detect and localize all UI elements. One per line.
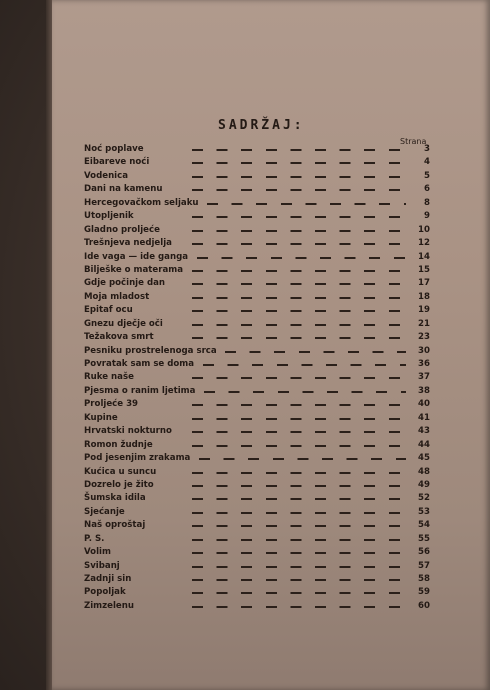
toc-leader-dashes	[192, 418, 406, 420]
toc-leader-dashes	[192, 404, 406, 406]
toc-entry	[84, 546, 430, 559]
toc-leader-dashes	[192, 162, 406, 164]
toc-entry	[84, 156, 430, 169]
toc-leader-dashes	[192, 566, 406, 568]
toc-entry	[84, 385, 430, 398]
toc-leader-dashes	[203, 364, 406, 366]
toc-entry-title: Proljeće 39	[84, 398, 138, 411]
toc-leader-dashes	[192, 377, 406, 379]
toc-entry	[84, 291, 430, 304]
toc-entry-page-number: 9	[424, 211, 430, 222]
toc-entry-title: Trešnjeva nedjelja	[84, 237, 172, 250]
toc-entry	[84, 197, 430, 210]
toc-entry-page-number: 58	[418, 574, 430, 584]
toc-entry-page-number: 54	[418, 520, 430, 531]
toc-entry-title: Dozrelo je žito	[84, 479, 154, 492]
toc-entry-title: Popoljak	[84, 586, 126, 599]
toc-list	[84, 143, 430, 613]
toc-leader-dashes	[192, 579, 406, 581]
toc-entry-title: Pesniku prostrelenoga srca	[84, 345, 217, 358]
toc-entry-page-number: 4	[424, 157, 430, 168]
toc-entry-page-number: 52	[418, 493, 430, 504]
toc-leader-dashes	[199, 458, 406, 460]
toc-entry-title: Romon žudnje	[84, 439, 153, 452]
toc-entry	[84, 479, 430, 492]
toc-entry-page-number: 3	[424, 144, 430, 154]
toc-entry-title: Zimzelenu	[84, 600, 134, 613]
toc-leader-dashes	[225, 351, 406, 353]
toc-leader-dashes	[192, 445, 406, 447]
toc-entry-title: Ruke naše	[84, 371, 134, 384]
toc-entry	[84, 600, 430, 613]
toc-entry-title: Hercegovačkom seljaku	[84, 197, 199, 210]
toc-entry-page-number: 57	[418, 560, 430, 571]
toc-entry-title: Bilješke o materama	[84, 264, 183, 277]
toc-entry	[84, 170, 430, 183]
toc-entry	[84, 183, 430, 196]
toc-entry	[84, 371, 430, 384]
toc-leader-dashes	[192, 606, 406, 608]
toc-entry-title: Ide vaga — ide ganga	[84, 251, 188, 264]
toc-leader-dashes	[192, 431, 406, 433]
toc-entry-page-number: 55	[418, 533, 430, 544]
toc-leader-dashes	[192, 337, 406, 339]
toc-leader-dashes	[197, 257, 406, 259]
toc-leader-dashes	[204, 391, 406, 393]
toc-entry	[84, 412, 430, 425]
toc-entry-title: Utopljenik	[84, 210, 134, 223]
page-column-label: Strana	[400, 137, 427, 146]
toc-entry	[84, 398, 430, 411]
toc-entry-page-number: 40	[418, 399, 430, 410]
toc-entry-title: Težakova smrt	[84, 331, 154, 344]
toc-entry-page-number: 36	[418, 359, 430, 369]
toc-entry-title: Sjećanje	[84, 506, 125, 519]
toc-entry-page-number: 8	[424, 197, 430, 208]
toc-leader-dashes	[207, 203, 406, 205]
toc-entry-page-number: 12	[418, 238, 430, 249]
toc-entry-page-number: 15	[418, 264, 430, 275]
toc-entry-title: P. S.	[84, 533, 104, 546]
toc-entry-page-number: 30	[418, 345, 430, 356]
toc-entry	[84, 358, 430, 371]
toc-entry-page-number: 56	[418, 547, 430, 558]
toc-entry-page-number: 41	[418, 412, 430, 423]
toc-leader-dashes	[192, 592, 406, 594]
toc-entry-page-number: 59	[418, 587, 430, 598]
toc-entry	[84, 519, 430, 532]
toc-leader-dashes	[192, 310, 406, 312]
toc-entry-page-number: 60	[418, 600, 430, 611]
toc-entry-page-number: 14	[418, 251, 430, 262]
toc-entry	[84, 318, 430, 331]
toc-entry-title: Vodenica	[84, 170, 128, 183]
toc-entry-page-number: 44	[418, 439, 430, 450]
toc-entry-title: Kućica u suncu	[84, 466, 156, 479]
toc-entry-title: Šumska idila	[84, 492, 146, 505]
toc-entry-title: Kupine	[84, 412, 118, 425]
toc-entry	[84, 506, 430, 519]
toc-entry	[84, 492, 430, 505]
toc-entry	[84, 331, 430, 344]
toc-leader-dashes	[192, 189, 406, 191]
toc-entry-page-number: 10	[418, 224, 430, 235]
toc-entry	[84, 439, 430, 452]
toc-entry	[84, 251, 430, 264]
toc-heading: SADRŽAJ:	[218, 118, 305, 133]
toc-entry-title: Moja mladost	[84, 291, 149, 304]
toc-entry	[84, 277, 430, 290]
toc-entry-title: Hrvatski nokturno	[84, 425, 172, 438]
toc-leader-dashes	[192, 270, 406, 272]
toc-entry-page-number: 5	[424, 170, 430, 181]
toc-leader-dashes	[192, 525, 406, 527]
toc-entry	[84, 425, 430, 438]
toc-entry	[84, 210, 430, 223]
toc-entry	[84, 573, 430, 586]
toc-entry-title: Volim	[84, 546, 111, 559]
toc-entry-page-number: 17	[418, 278, 430, 289]
toc-entry-title: Naš oproštaj	[84, 519, 145, 532]
toc-entry-title: Pod jesenjim zrakama	[84, 452, 190, 465]
toc-entry	[84, 586, 430, 599]
toc-entry-page-number: 38	[418, 385, 430, 396]
toc-entry-page-number: 19	[418, 305, 430, 316]
toc-entry	[84, 304, 430, 317]
toc-entry-title: Zadnji sin	[84, 573, 131, 586]
toc-entry-page-number: 48	[418, 466, 430, 477]
toc-entry	[84, 452, 430, 465]
toc-entry	[84, 224, 430, 237]
toc-entry	[84, 560, 430, 573]
toc-leader-dashes	[192, 498, 406, 500]
toc-entry-title: Dani na kamenu	[84, 183, 162, 196]
toc-entry-page-number: 6	[424, 184, 430, 195]
toc-leader-dashes	[192, 283, 406, 285]
toc-entry	[84, 237, 430, 250]
toc-leader-dashes	[192, 472, 406, 474]
toc-entry	[84, 466, 430, 479]
toc-entry-title: Gladno proljeće	[84, 224, 160, 237]
toc-entry	[84, 345, 430, 358]
toc-leader-dashes	[192, 216, 406, 218]
toc-leader-dashes	[192, 512, 406, 514]
toc-entry-page-number: 45	[418, 453, 430, 464]
toc-entry-page-number: 21	[418, 318, 430, 329]
toc-leader-dashes	[192, 539, 406, 541]
toc-entry-title: Svibanj	[84, 560, 120, 573]
toc-entry-title: Epitaf ocu	[84, 304, 133, 317]
toc-entry-page-number: 37	[418, 372, 430, 383]
toc-leader-dashes	[192, 297, 406, 299]
toc-leader-dashes	[192, 149, 406, 151]
toc-entry-page-number: 49	[418, 479, 430, 490]
toc-entry-page-number: 23	[418, 332, 430, 343]
toc-entry-title: Pjesma o ranim ljetima	[84, 385, 195, 398]
toc-entry-title: Gnezu dječje oči	[84, 318, 163, 331]
toc-entry	[84, 143, 430, 156]
toc-entry	[84, 264, 430, 277]
toc-entry-page-number: 18	[418, 291, 430, 302]
toc-entry-page-number: 53	[418, 506, 430, 517]
toc-leader-dashes	[192, 230, 406, 232]
toc-leader-dashes	[192, 485, 406, 487]
toc-leader-dashes	[192, 324, 406, 326]
toc-entry-title: Povratak sam se doma	[84, 358, 194, 371]
toc-entry-page-number: 43	[418, 426, 430, 437]
toc-leader-dashes	[192, 243, 406, 245]
toc-entry-title: Eibareve noći	[84, 156, 149, 169]
toc-entry-title: Gdje počinje dan	[84, 277, 165, 290]
toc-entry-title: Noć poplave	[84, 143, 144, 156]
toc-leader-dashes	[192, 552, 406, 554]
toc-leader-dashes	[192, 176, 406, 178]
toc-entry	[84, 533, 430, 546]
